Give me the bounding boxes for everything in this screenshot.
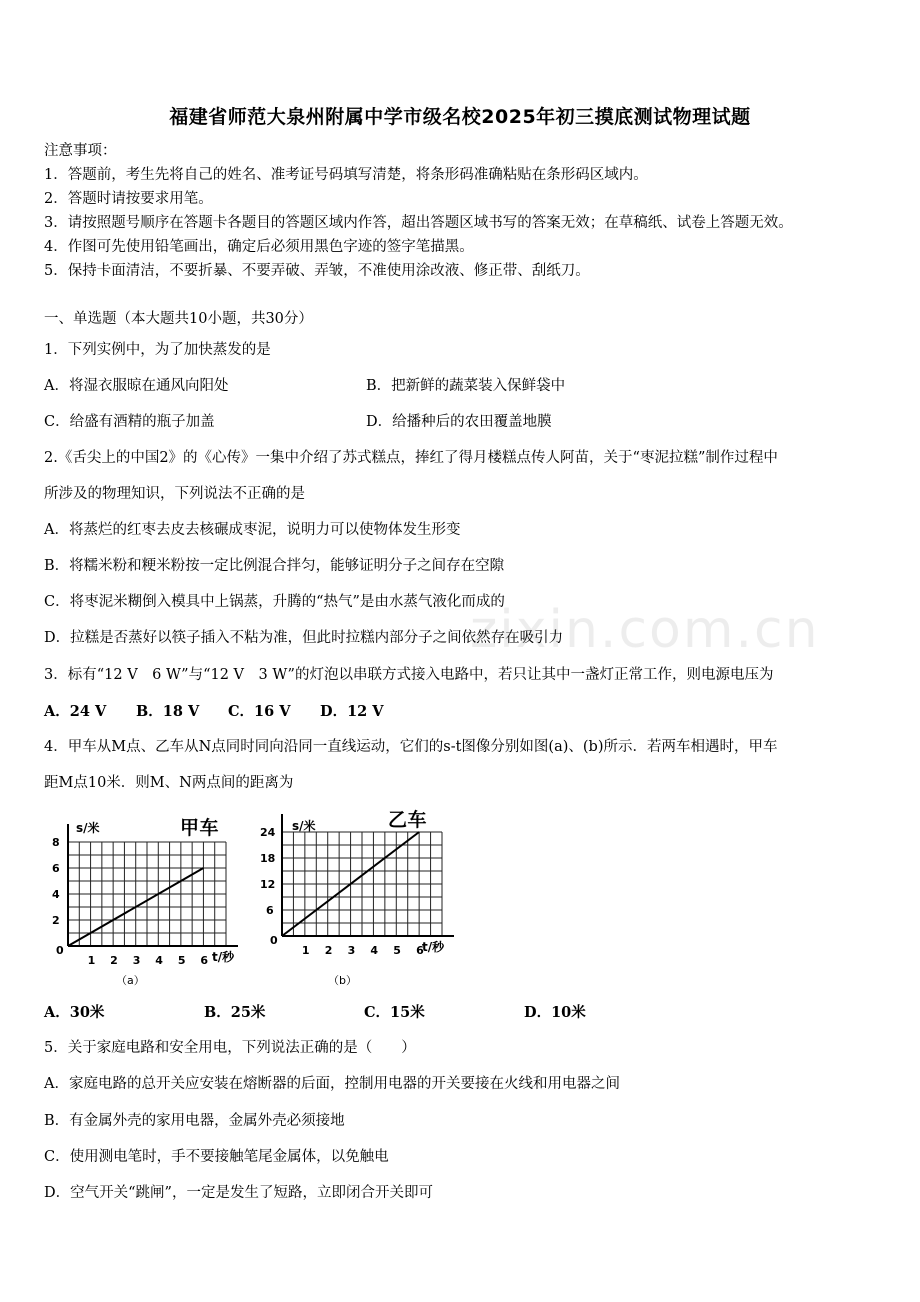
q2-option-d: D．拉糕是否蒸好以筷子插入不粘为准，但此时拉糕内部分子之间依然存在吸引力 [44,630,564,646]
graph-title: 甲车 [180,817,220,839]
x-tick-label: 0 [56,944,64,957]
page-title: 福建省师范大泉州附属中学市级名校2025年初三摸底测试物理试题 [169,106,751,128]
note-item: 3．请按照题号顺序在答题卡各题目的答题区域内作答，超出答题区域书写的答案无效；在草稿纸、试卷上答题无效。 [44,215,793,231]
note-item: 1．答题前，考生先将自己的姓名、准考证号码填写清楚，将条形码准确粘贴在条形码区域内。 [44,167,648,183]
y-tick-label: 4 [52,888,60,901]
q3-stem: 3．标有“12 V 6 W”与“12 V 3 W”的灯泡以串联方式接入电路中，若只让其中一盏灯正常工作，则电源电压为 [44,667,774,683]
q5-stem: 5．关于家庭电路和安全用电，下列说法正确的是（ ） [44,1040,416,1056]
x-tick-label: 0 [270,934,278,947]
x-tick-label: 6 [200,954,209,967]
y-tick-label: 24 [260,826,276,839]
x-tick-label: 1 [301,944,310,957]
q2-option-b: B．将糯米粉和粳米粉按一定比例混合拌匀，能够证明分子之间存在空隙 [44,558,505,574]
q1-option-a: A．将湿衣服晾在通风向阳处 [44,378,229,394]
y-tick-label: 12 [260,878,276,891]
q5-option-c: C．使用测电笔时，手不要接触笔尾金属体，以免触电 [44,1149,389,1165]
x-tick-label: 2 [110,954,118,967]
q1-option-d: D．给播种后的农田覆盖地膜 [366,414,552,430]
q5-option-a: A．家庭电路的总开关应安装在熔断器的后面，控制用电器的开关要接在火线和用电器之间 [44,1076,620,1092]
q1-stem: 1．下列实例中，为了加快蒸发的是 [44,342,271,358]
y-axis-label: s/米 [292,819,316,833]
q4-option-d: D．10米 [524,1004,586,1021]
x-tick-label: 2 [324,944,333,957]
x-tick-label: 1 [87,954,96,967]
q1-option-c: C．给盛有酒精的瓶子加盖 [44,414,215,430]
note-item: 4．作图可先使用铅笔画出，确定后必须用黑色字迹的签字笔描黑。 [44,239,474,255]
q2-option-c: C．将枣泥米糊倒入模具中上锅蒸，升腾的“热气”是由水蒸气液化而成的 [44,594,505,610]
q4-stem-line2: 距M点10米．则M、N两点间的距离为 [44,775,294,791]
x-tick-label: 3 [347,944,356,957]
notes-heading: 注意事项： [44,143,117,159]
x-axis-label: t/秒 [422,940,445,954]
q2-stem-line2: 所涉及的物理知识，下列说法不正确的是 [44,486,305,502]
graph-caption: （a） [116,974,145,987]
q2-stem-line1: 2.《舌尖上的中国2》的《心传》一集中介绍了苏式糕点，捧红了得月楼糕点传人阿苗，关于“枣泥拉糕”制作过程中 [44,450,778,466]
watermark: zixin.com.cn [470,600,820,660]
q4-option-c: C．15米 [364,1004,425,1021]
x-tick-label: 4 [370,944,379,957]
graph-title: 乙车 [388,809,428,831]
note-item: 2．答题时请按要求用笔。 [44,191,213,207]
graph-caption: （b） [328,974,357,987]
x-axis-label: t/秒 [212,950,235,964]
x-tick-label: 5 [393,944,401,957]
graph-a-jia-che [40,812,250,990]
graph-grid [68,842,226,946]
graph-grid [282,832,442,936]
q2-option-a: A．将蒸烂的红枣去皮去核碾成枣泥，说明力可以使物体发生形变 [44,522,461,538]
q1-option-b: B．把新鲜的蔬菜装入保鲜袋中 [366,378,566,394]
y-tick-label: 2 [52,914,60,927]
y-tick-label: 6 [52,862,60,875]
q4-option-b: B．25米 [204,1004,266,1021]
graph-b-yi-che [252,806,462,990]
x-tick-label: 3 [132,954,141,967]
q3-option-b: B．18 V [136,703,200,720]
x-tick-label: 6 [416,944,424,957]
q3-option-a: A．24 V [44,703,107,720]
y-axis-label: s/米 [76,821,100,835]
q5-option-b: B．有金属外壳的家用电器，金属外壳必须接地 [44,1113,345,1129]
q3-option-c: C．16 V [228,703,291,720]
x-tick-label: 4 [155,954,163,967]
y-tick-label: 18 [260,852,276,865]
y-tick-label: 8 [52,836,60,849]
q4-option-a: A．30米 [44,1004,105,1021]
x-tick-label: 5 [177,954,186,967]
q4-stem-line1: 4．甲车从M点、乙车从N点同时同向沿同一直线运动，它们的s-t图像分别如图(a)、(b)所示．若两车相遇时，甲车 [44,739,778,755]
section-heading: 一、单选题（本大题共10小题，共30分） [44,311,313,327]
q5-option-d: D．空气开关“跳闸”，一定是发生了短路，立即闭合开关即可 [44,1185,433,1201]
q3-option-d: D．12 V [320,703,384,720]
note-item: 5．保持卡面清洁，不要折暴、不要弄破、弄皱，不准使用涂改液、修正带、刮纸刀。 [44,263,590,279]
y-tick-label: 6 [266,904,274,917]
